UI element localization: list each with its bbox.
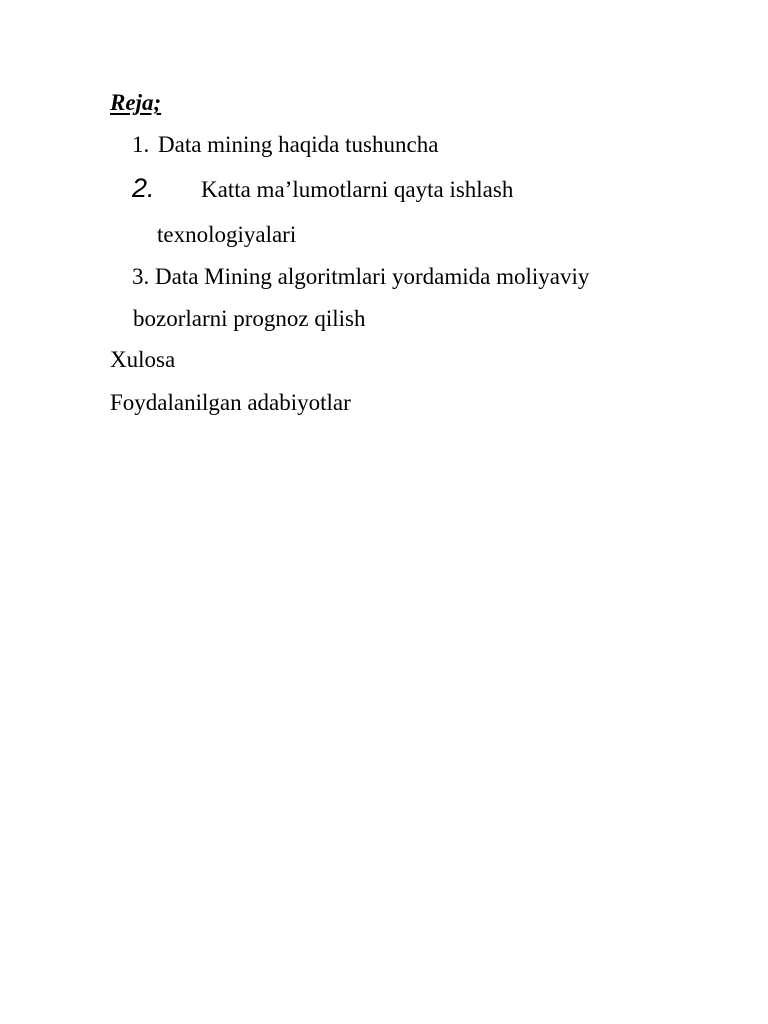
plan-heading: Reja; — [110, 90, 162, 115]
plan-item-2-text: Katta ma’lumotlarni qayta ishlash — [201, 177, 514, 202]
plan-item-1-number: 1. — [132, 132, 150, 157]
plan-item-2-continuation: texnologiyalari — [157, 222, 297, 247]
plan-item-1 — [132, 131, 438, 159]
conclusion-line: Xulosa — [110, 347, 176, 372]
plan-item-2-number: 2. — [132, 173, 155, 203]
plan-item-3-continuation: bozorlarni prognoz qilish — [133, 306, 366, 331]
plan-item-3-text: 3. Data Mining algoritmlari yordamida moliyaviy — [132, 264, 590, 289]
plan-item-1-text: Data mining haqida tushuncha — [158, 132, 439, 157]
references-line: Foydalanilgan adabiyotlar — [110, 390, 351, 415]
plan-item-2 — [132, 174, 513, 204]
